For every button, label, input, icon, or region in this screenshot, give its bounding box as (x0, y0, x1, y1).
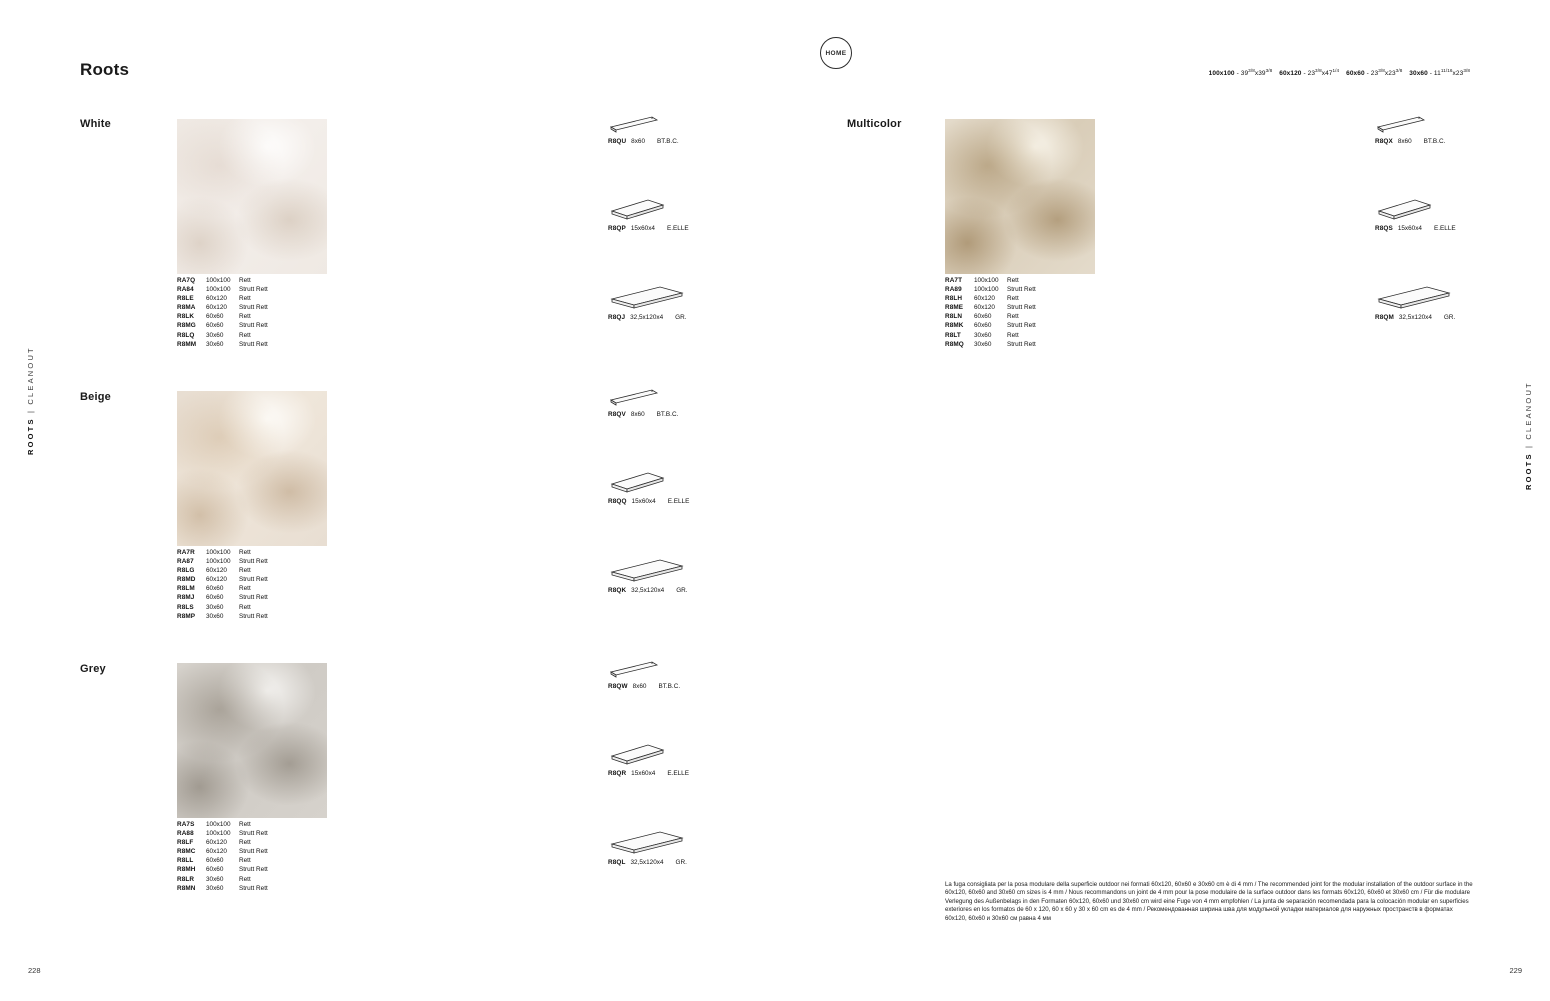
product-finish: Strutt Rett (1007, 340, 1036, 348)
product-code: R8LH (945, 295, 963, 303)
swatch-grey (177, 663, 327, 818)
elemento-elle-icon (1375, 197, 1433, 221)
code-row (945, 285, 1067, 294)
code-row (177, 557, 299, 566)
product-size: 30x60 (974, 331, 992, 339)
trim-label (608, 314, 689, 321)
trim-label (1375, 314, 1456, 321)
product-size: 60x120 (206, 304, 227, 312)
product-finish: Rett (239, 549, 251, 556)
code-table-beige (177, 548, 299, 621)
product-code: R8MQ (945, 340, 964, 348)
trim-item (1375, 284, 1456, 321)
product-code: R8MG (177, 322, 196, 330)
swatch-multicolor (945, 119, 1095, 274)
product-finish: Strutt Rett (239, 848, 268, 856)
code-row (177, 847, 299, 856)
code-row (177, 575, 299, 584)
code-row (945, 321, 1067, 330)
trim-item (608, 284, 689, 321)
trim-label (608, 498, 689, 505)
product-finish: Rett (239, 585, 251, 593)
section-title-beige: Beige (80, 391, 111, 403)
product-size: 30x60 (206, 875, 224, 883)
product-code: R8LQ (177, 331, 195, 339)
code-row (945, 340, 1067, 349)
code-row (177, 838, 299, 847)
trim-code: R8QV (608, 411, 626, 418)
product-code: R8MC (177, 848, 196, 856)
product-finish: Rett (239, 313, 251, 321)
product-code: R8LM (177, 585, 195, 593)
product-code: RA7R (177, 549, 195, 556)
product-size: 60x60 (206, 322, 224, 330)
side-label-left-bold: ROOTS (26, 417, 35, 455)
product-size: 100x100 (206, 821, 231, 828)
code-row (177, 276, 299, 285)
product-code: R8LL (177, 857, 194, 865)
product-size: 60x120 (206, 576, 227, 584)
product-code: R8MJ (177, 594, 195, 602)
code-row (945, 294, 1067, 303)
gradone-icon (1375, 284, 1453, 310)
code-row (177, 340, 299, 349)
product-finish: Strutt Rett (1007, 322, 1036, 330)
trim-label (608, 683, 689, 690)
product-code: RA87 (177, 558, 194, 566)
product-code: R8MM (177, 340, 197, 348)
trim-code: R8QK (608, 587, 627, 594)
trim-type: E.ELLE (666, 225, 689, 232)
trim-size: 15x60x4 (631, 498, 656, 505)
product-size: 100x100 (206, 558, 231, 566)
product-size: 60x60 (974, 322, 992, 330)
product-finish: Rett (239, 857, 251, 865)
side-label-left-rest: | CLEANOUT (26, 346, 35, 414)
product-finish: Strutt Rett (239, 884, 268, 892)
home-label: HOME (825, 49, 847, 57)
product-finish: Strutt Rett (239, 304, 268, 312)
product-finish: Strutt Rett (239, 576, 268, 584)
product-size: 60x120 (974, 304, 995, 312)
trim-code: R8QR (608, 770, 627, 777)
product-finish: Rett (1007, 331, 1019, 339)
side-label-right-bold: ROOTS (1524, 452, 1533, 490)
trim-item (608, 557, 689, 594)
product-code: R8MA (177, 304, 196, 312)
trim-size: 15x60x4 (630, 225, 655, 232)
side-label-right-rest: | CLEANOUT (1524, 381, 1533, 449)
product-size: 30x60 (206, 884, 224, 892)
trim-type: GR. (1443, 314, 1456, 321)
trim-code: R8QW (608, 683, 628, 690)
product-size: 60x120 (206, 848, 227, 856)
product-code: R8LN (945, 313, 963, 321)
page-title: Roots (80, 60, 130, 79)
trim-size: 8x60 (630, 411, 645, 418)
code-row (177, 303, 299, 312)
product-finish: Rett (1007, 295, 1019, 303)
product-size: 60x120 (974, 295, 995, 303)
side-label-right (1524, 381, 1533, 490)
product-finish: Rett (1007, 277, 1019, 284)
trim-label (608, 225, 689, 232)
trim-code: R8QU (608, 138, 627, 145)
trim-type: GR. (675, 314, 687, 321)
trim-item (1375, 114, 1456, 145)
trim-item (608, 387, 689, 418)
product-finish: Rett (239, 277, 251, 284)
product-size: 100x100 (974, 286, 999, 294)
product-size: 100x100 (206, 830, 231, 838)
gradone-icon (608, 557, 686, 583)
trim-label (608, 587, 689, 594)
product-size: 60x60 (206, 313, 224, 321)
trim-item (608, 114, 689, 145)
section-title-grey: Grey (80, 663, 106, 675)
trim-item (608, 829, 689, 866)
sizes-legend: $100x100 - 39^{3/8}x39^{3/8}$ $60x120 - 23^{3/8}x47^{1/4}$ $60x60 - 23^{3/8}x23^{3/8}$ $30x60 - 11^{11/16}x23^{3/8}$ (1208, 68, 1470, 78)
trim-type: GR. (676, 587, 688, 594)
product-code: RA7Q (177, 277, 196, 284)
trim-type: BT.B.C. (657, 138, 679, 145)
product-code: R8LG (177, 567, 195, 575)
product-finish: Rett (239, 331, 251, 339)
product-code: R8LE (177, 295, 194, 303)
product-size: 30x60 (206, 612, 224, 620)
product-size: 60x60 (974, 313, 992, 321)
product-code: R8MP (177, 612, 196, 620)
trim-item (608, 659, 689, 690)
code-row (177, 312, 299, 321)
product-code: R8LT (945, 331, 961, 339)
trim-type: BT.B.C. (1423, 138, 1446, 145)
trim-type: BT.B.C. (656, 411, 679, 418)
code-row (177, 548, 299, 557)
trim-label (608, 138, 689, 145)
product-finish: Strutt Rett (239, 340, 268, 348)
trim-code: R8QJ (608, 314, 626, 321)
trim-label (608, 411, 689, 418)
trim-code: R8QL (608, 859, 626, 866)
code-row (177, 875, 299, 884)
product-size: 30x60 (206, 331, 224, 339)
product-code: R8LF (177, 839, 194, 847)
gradone-icon (608, 829, 686, 855)
product-size: 60x120 (206, 295, 227, 303)
trim-size: 32,5x120x4 (630, 859, 664, 866)
batti-scopa-icon (608, 659, 660, 679)
product-size: 60x60 (206, 866, 224, 874)
trim-label (1375, 225, 1456, 232)
trim-group-grey (608, 659, 689, 866)
product-code: RA7S (177, 821, 195, 828)
product-finish: Strutt Rett (239, 558, 268, 566)
trim-code: R8QM (1375, 314, 1394, 321)
product-finish: Strutt Rett (239, 286, 268, 294)
trim-label (1375, 138, 1456, 145)
trim-size: 15x60x4 (1397, 225, 1422, 232)
code-table-grey (177, 820, 299, 893)
code-table-multicolor (945, 276, 1067, 349)
product-code: R8MD (177, 576, 196, 584)
side-label-left (26, 346, 35, 455)
trim-code: R8QP (608, 225, 626, 232)
product-code: RA88 (177, 830, 194, 838)
code-row (177, 612, 299, 621)
product-size: 100x100 (206, 549, 231, 556)
trim-item (608, 470, 689, 505)
product-size: 100x100 (206, 277, 231, 284)
trim-code: R8QS (1375, 225, 1393, 232)
product-finish: Rett (239, 821, 251, 828)
trim-code: R8QQ (608, 498, 627, 505)
trim-type: E.ELLE (1433, 225, 1456, 232)
code-row (177, 331, 299, 340)
section-title-white: White (80, 118, 111, 130)
trim-item (608, 197, 689, 232)
trim-label (608, 770, 689, 777)
trim-label (608, 859, 689, 866)
product-finish: Strutt Rett (239, 866, 268, 874)
trim-group-white (608, 114, 689, 321)
code-row (177, 884, 299, 893)
product-size: 60x120 (206, 839, 227, 847)
product-finish: Rett (1007, 313, 1019, 321)
trim-size: 32,5x120x4 (630, 314, 664, 321)
code-row (177, 294, 299, 303)
product-size: 100x100 (206, 286, 231, 294)
product-code: R8LS (177, 603, 194, 611)
home-button[interactable] (820, 37, 852, 69)
trim-type: E.ELLE (667, 498, 690, 505)
product-size: 60x60 (206, 594, 224, 602)
trim-item (1375, 197, 1456, 232)
code-table-white (177, 276, 299, 349)
page-number-right: 229 (1509, 966, 1522, 975)
page-number-left: 228 (28, 966, 41, 975)
product-size: 60x60 (206, 857, 224, 865)
product-size: 60x120 (206, 567, 227, 575)
code-row (177, 566, 299, 575)
elemento-elle-icon (608, 197, 666, 221)
batti-scopa-icon (608, 114, 660, 134)
trim-type: BT.B.C. (658, 683, 681, 690)
trim-type: GR. (675, 859, 687, 866)
product-size: 100x100 (974, 277, 999, 284)
product-code: RA7T (945, 277, 963, 284)
code-row (177, 593, 299, 602)
product-code: RA89 (945, 286, 962, 294)
code-row (177, 856, 299, 865)
product-finish: Rett (239, 295, 251, 303)
product-size: 30x60 (974, 340, 992, 348)
product-code: R8MN (177, 884, 196, 892)
footnote-text: La fuga consigliata per la posa modulare della superficie outdoor nei formati 60x120, 60x60 e 30x60 cm è di 4 mm / The recommended joint for the modular installation of the outdoor surface in the 60x120, 60x60 and 30x60 cm sizes is 4 mm / Nous recommandons un joint de 4 mm pour la pose modulaire de la surface outdoor dans les formats 60x120, 60x60 et 30x60 cm / Für die modulare Verlegung des Außenbelags in den Formaten 60x120, 60x60 und 30x60 cm wird eine Fuge von 4 mm empfohlen / La junta de separación recomendada para la colocación modular en superficies exteriores en los formatos de 60 x 120, 60 x 60 y 30 x 60 cm es de 4 mm / Рекомендованная ширина шва для модульной укладки материалов для наружных пространств в форматах 60x120, 60x60 и 30x60 см равна 4 мм (945, 881, 1473, 922)
trim-size: 32,5x120x4 (1398, 314, 1432, 321)
code-row (177, 603, 299, 612)
trim-size: 32,5x120x4 (631, 587, 665, 594)
code-row (945, 331, 1067, 340)
code-row (177, 321, 299, 330)
product-code: R8LK (177, 313, 195, 321)
trim-item (608, 742, 689, 777)
trim-code: R8QX (1375, 138, 1393, 145)
swatch-beige (177, 391, 327, 546)
product-finish: Rett (239, 875, 251, 883)
code-row (177, 829, 299, 838)
product-finish: Strutt Rett (1007, 304, 1036, 312)
code-row (177, 584, 299, 593)
product-finish: Strutt Rett (1007, 286, 1036, 294)
trim-size: 8x60 (1397, 138, 1412, 145)
product-finish: Rett (239, 567, 251, 575)
product-finish: Rett (239, 603, 251, 611)
trim-type: E.ELLE (667, 770, 689, 777)
product-code: R8MK (945, 322, 964, 330)
section-title-multicolor: Multicolor (847, 118, 902, 130)
product-size: 60x60 (206, 585, 224, 593)
code-row (177, 865, 299, 874)
swatch-white (177, 119, 327, 274)
product-finish: Strutt Rett (239, 830, 268, 838)
code-row (945, 276, 1067, 285)
product-finish: Strutt Rett (239, 612, 268, 620)
gradone-icon (608, 284, 686, 310)
product-finish: Rett (239, 839, 251, 847)
product-finish: Strutt Rett (239, 322, 268, 330)
product-code: R8LR (177, 875, 195, 883)
trim-size: 15x60x4 (631, 770, 656, 777)
code-row (945, 303, 1067, 312)
product-code: R8MH (177, 866, 196, 874)
trim-size: 8x60 (631, 138, 646, 145)
elemento-elle-icon (608, 470, 666, 494)
code-row (177, 285, 299, 294)
batti-scopa-icon (1375, 114, 1427, 134)
code-row (177, 820, 299, 829)
trim-group-multicolor (1375, 114, 1456, 321)
elemento-elle-icon (608, 742, 666, 766)
product-code: R8ME (945, 304, 964, 312)
product-code: RA84 (177, 286, 194, 294)
batti-scopa-icon (608, 387, 660, 407)
product-size: 30x60 (206, 603, 224, 611)
product-size: 30x60 (206, 340, 224, 348)
product-finish: Strutt Rett (239, 594, 268, 602)
trim-size: 8x60 (632, 683, 647, 690)
code-row (945, 312, 1067, 321)
trim-group-beige (608, 387, 689, 594)
